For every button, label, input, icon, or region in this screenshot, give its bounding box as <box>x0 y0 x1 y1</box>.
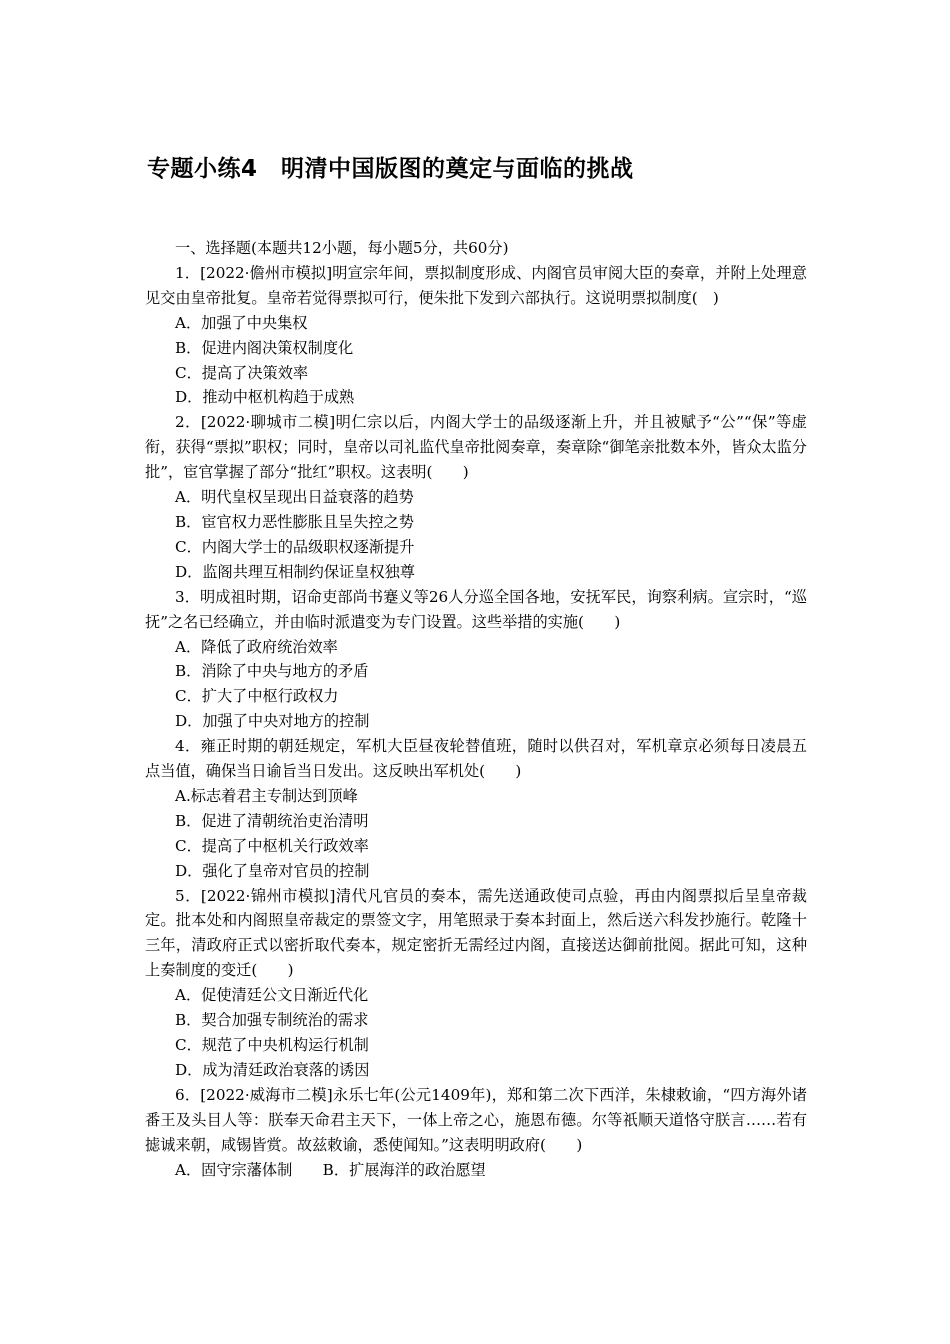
option-a: A．促使清廷公文日渐近代化 <box>175 986 369 1005</box>
section-header: 一、选择题(本题共12小题，每小题5分，共60分) <box>175 239 509 257</box>
option-a-b: A．固守宗藩体制 B．扩展海洋的政治愿望 <box>175 1160 486 1179</box>
option-b: B．契合加强专制统治的需求 <box>175 1011 369 1030</box>
option-a: A．降低了政府统治效率 <box>175 637 338 656</box>
question-stem: 3．明成祖时期，诏命吏部尚书蹇义等26人分巡全国各地，安抚军民，询察利病。宣宗时，“巡抚”之名已经确立，并由临时派遣变为专门设置。这些举措的实施( ) <box>145 587 807 631</box>
question-1 <box>145 261 807 410</box>
option-b: B．促进了清朝统治吏治清明 <box>175 811 369 830</box>
option-b: B．宦官权力恶性膨胀且呈失控之势 <box>175 512 414 531</box>
option-d: D．成为清廷政治衰落的诱因 <box>175 1060 370 1079</box>
question-stem: 2．[2022·聊城市二模]明仁宗以后，内阁大学士的品级逐渐上升，并且被赋予“公”“保”等虚衔，获得“票拟”职权；同时，皇帝以司礼监代皇帝批阅奏章，奏章除“御笔亲批数本外，皆众太监分批”，宦官掌握了部分“批红”职权。这表明( ) <box>145 413 807 482</box>
option-c: C．内阁大学士的品级职权逐渐提升 <box>175 537 415 556</box>
question-5 <box>145 884 807 1083</box>
option-c: C．扩大了中枢行政权力 <box>175 687 339 706</box>
option-a: A．加强了中央集权 <box>175 313 308 332</box>
question-3 <box>145 585 807 734</box>
option-c: C．提高了决策效率 <box>175 363 309 382</box>
page-title: 专题小练4 明清中国版图的奠定与面临的挑战 <box>147 156 634 182</box>
option-d: D．推动中枢机构趋于成熟 <box>175 388 355 407</box>
option-b: B．促进内阁决策权制度化 <box>175 338 354 357</box>
question-stem: 4．雍正时期的朝廷规定，军机大臣昼夜轮替值班，随时以供召对，军机章京必须每日凌晨五点当值，确保当日谕旨当日发出。这反映出军机处( ) <box>145 737 807 781</box>
option-c: C．规范了中央机构运行机制 <box>175 1036 369 1054</box>
option-a: A．明代皇权呈现出日益衰落的趋势 <box>175 488 414 507</box>
question-6 <box>145 1083 807 1183</box>
option-b: B．消除了中央与地方的矛盾 <box>175 662 369 681</box>
question-stem: 1．[2022·儋州市模拟]明宣宗年间，票拟制度形成、内阁官员审阅大臣的奏章，并附上处理意见交由皇帝批复。皇帝若觉得票拟可行，便朱批下发到六部执行。这说明票拟制度( ) <box>145 263 807 307</box>
question-4 <box>145 734 807 883</box>
option-a: A.标志着君主专制达到顶峰 <box>175 786 358 805</box>
option-c: C．提高了中枢机关行政效率 <box>175 836 369 855</box>
option-d: D．监阁共理互相制约保证皇权独尊 <box>175 562 415 581</box>
question-content <box>145 236 807 1182</box>
question-2 <box>145 410 807 584</box>
option-d: D．强化了皇帝对官员的控制 <box>175 861 370 880</box>
question-stem: 6．[2022·威海市二模]永乐七年(公元1409年)，郑和第二次下西洋，朱棣敕谕，“四方海外诸番王及头目人等：朕奉天命君主天下，一体上帝之心，施恩布德。尔等祇顺天道恪守朕言……若有摅诚来朝，咸锡皆赏。故兹敕谕，悉使闻知。”这表明明政府( ) <box>145 1085 807 1154</box>
option-d: D．加强了中央对地方的控制 <box>175 712 370 731</box>
question-stem: 5．[2022·锦州市模拟]清代凡官员的奏本，需先送通政使司点验，再由内阁票拟后呈皇帝裁定。批本处和内阁照皇帝裁定的票签文字，用笔照录于奏本封面上，然后送六科发抄施行。乾隆十三年，清政府正式以密折取代奏本，规定密折无需经过内阁，直接送达御前批阅。据此可知，这种上奏制度的变迁( ) <box>145 886 807 980</box>
